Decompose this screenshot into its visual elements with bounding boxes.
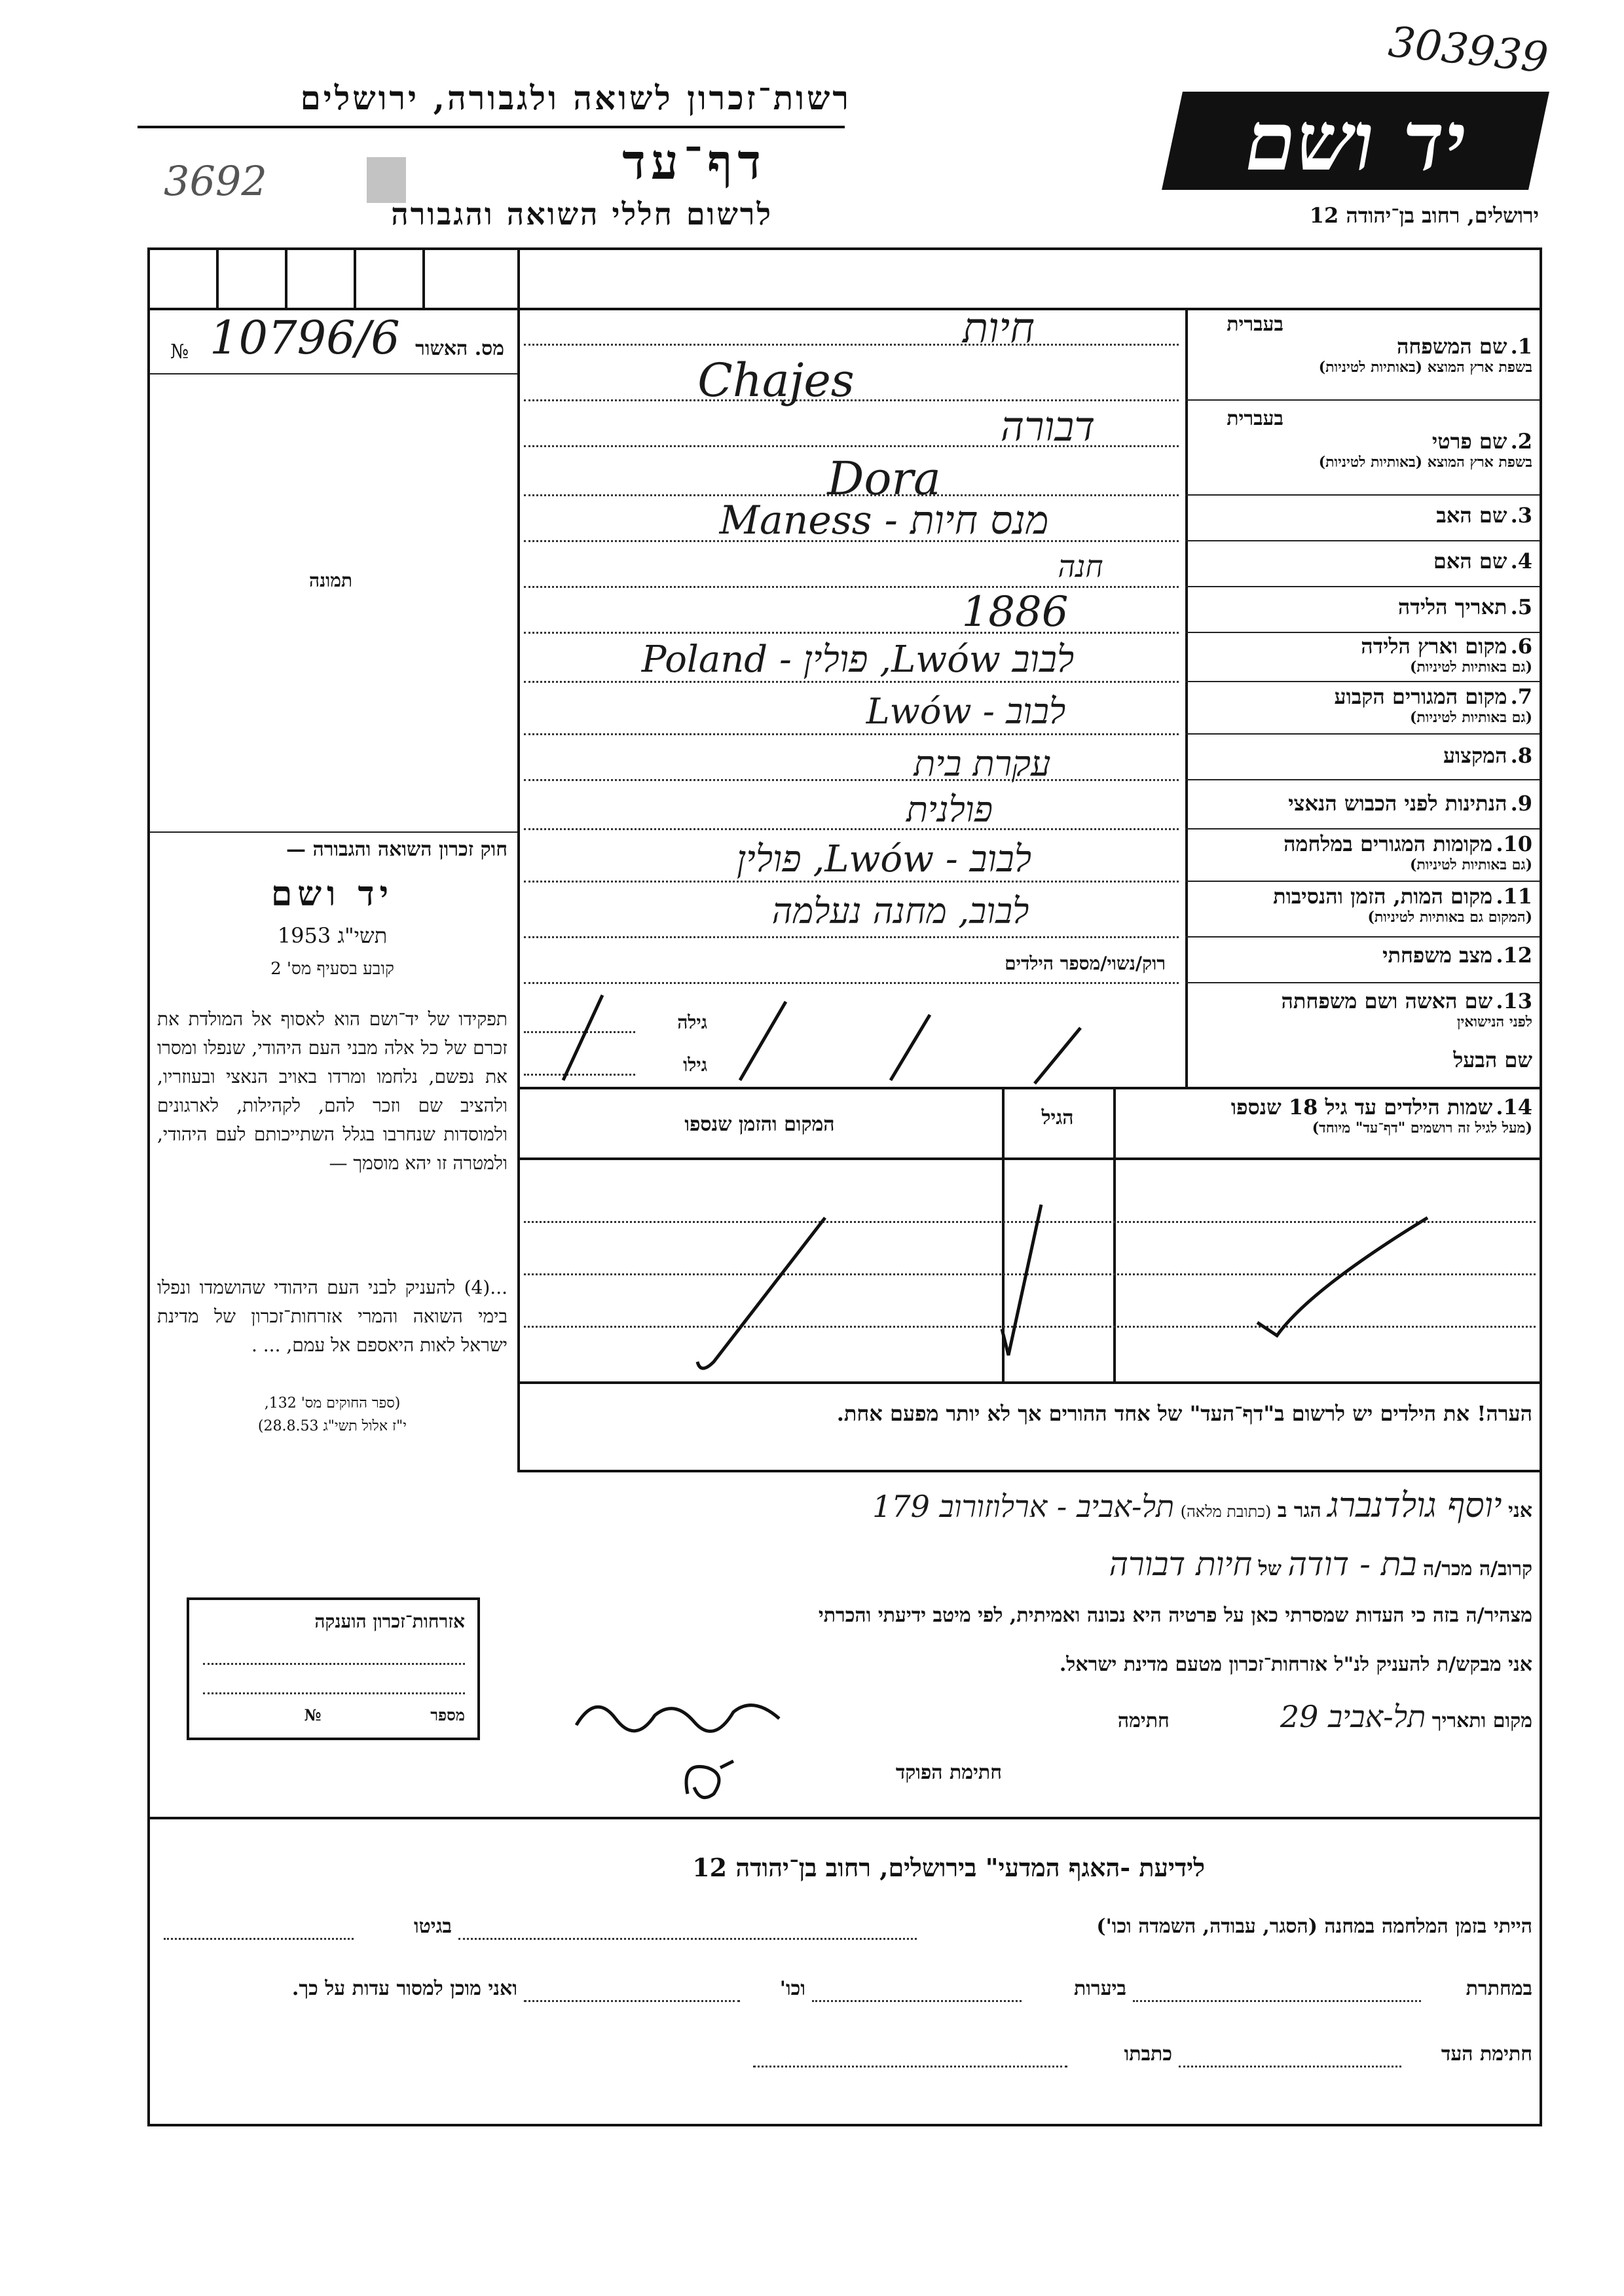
children-bottom — [517, 1381, 1542, 1384]
field-label-11: 11. מקום המות, הזמן והנסיבות (המקום גם באותיות לטיניות) — [1273, 884, 1532, 926]
row-line — [1185, 586, 1540, 587]
footer-line-2d: ואני מוכן למסור עדות על כך. — [291, 1977, 517, 2000]
box-divider — [422, 247, 425, 308]
authority-title: רשות־זכרון לשואה ולגבורה, ירושלים — [300, 79, 851, 117]
row-line — [1185, 399, 1540, 401]
header-underline — [138, 126, 845, 128]
field-label-3: 3. שם האב — [1436, 503, 1532, 528]
footer-line-3b: כתבתו — [1124, 2043, 1172, 2066]
value-line — [524, 881, 1179, 883]
photo-label: תמונה — [308, 570, 353, 591]
children-header-age: הגיל — [1041, 1106, 1074, 1129]
age-husband-label: גילו — [683, 1054, 707, 1076]
registration-underline — [149, 373, 517, 374]
birth-date-value: 1886 — [961, 588, 1069, 636]
field-label-2: 2. שם פרטי בשפת ארץ המוצא (באותיות לטיניות) — [1318, 429, 1532, 471]
law-paragraph-1: תפקידו של יד־ושם הוא לאסוף אל המולדת את זכרם של כל אלה מבני העם היהודי, שנפלו ומסרו את נפשם, נלחמו ומרדו באויב הנאצי ובעוזריו, ולהציב שם וזכר להם, לקהילות, לארגונים ולמוסדות שנחרבו בגלל השתייכותם לעם היהודי, ולמטרה זו יהא מוסמך — — [157, 1008, 507, 1174]
children-header-bottom — [517, 1157, 1542, 1160]
field-label-5: 5. תאריך הלידה — [1397, 594, 1532, 619]
top-handwritten-number: 303939 — [1386, 18, 1551, 83]
firstname-hebrew-value: דבורה — [1000, 403, 1096, 450]
box-divider — [285, 247, 287, 308]
sidebar-divider — [517, 247, 520, 1472]
field-label-6: 6. מקום וארץ הלידה (גם באותיות לטיניות) — [1361, 634, 1532, 676]
law-paragraph-2: ...(4) להעניק לבני העם היהודי שהושמדו ונפלו בימי השואה והמרי אזרחות־זכרון של מדינת ישראל לאות היאספם אל עמם, ... . — [157, 1277, 507, 1356]
address-text: ירושלים, רחוב בן־יהודה 12 — [1309, 203, 1539, 228]
frame-top-2 — [147, 308, 1542, 310]
field-label-10: 10. מקומות המגורים במלחמה (גם באותיות לטיניות) — [1283, 831, 1532, 873]
father-name-value: מנס חיות - Maness — [719, 498, 1049, 543]
row-line — [1185, 632, 1540, 633]
footer-dots — [1133, 2000, 1421, 2002]
footer-dots — [164, 1938, 354, 1940]
registration-label: מס. האשור — [415, 337, 504, 360]
footer-title: לידיעת -האגף המדעי" בירושלים, רחוב בן־יהודה 12 — [692, 1853, 1205, 1882]
citizenship-number-label: מספר № — [304, 1705, 465, 1724]
label-divider — [1185, 308, 1188, 1087]
footer-line-2c: וכו' — [779, 1977, 805, 2000]
field-label-9: 9. הנתינות לפני הכבוש הנאצי — [1288, 791, 1532, 816]
law-title: חוק זכרון השואה והגבורה — — [286, 838, 507, 861]
row-line — [1185, 540, 1540, 541]
family-status-options: רוק/נשוי/מספר הילדים — [1005, 953, 1166, 974]
declaration-request: אני מבקש/ת להעניק לנ"ל אזרחות־זכרון מטעם מדינת ישראל. — [1059, 1653, 1532, 1676]
value-line — [524, 936, 1179, 938]
footer-dots — [812, 2000, 1022, 2002]
citizenship-title: אזרחות־זכרון הוענקה — [314, 1611, 465, 1632]
law-source-1: (ספר החוקים מס' 132, — [264, 1395, 401, 1412]
nationality-value: פולנית — [906, 789, 993, 830]
field-label-4: 4. שם האם — [1433, 549, 1532, 574]
officer-signature — [674, 1748, 747, 1807]
footer-line-2b: ביערות — [1073, 1977, 1126, 2000]
footer-dots — [524, 2000, 740, 2002]
box-divider — [216, 247, 219, 308]
field-label-8: 8. המקצוע — [1443, 743, 1532, 768]
surname-latin-value: Chajes — [697, 354, 855, 407]
row-line — [1185, 982, 1540, 983]
value-line — [524, 733, 1179, 735]
field-label-1: 1. שם המשפחה בשפת ארץ המוצא (באותיות לטיניות) — [1318, 334, 1532, 376]
row-line — [1185, 779, 1540, 780]
footer-line-3a: חתימת העד — [1441, 2043, 1532, 2066]
registration-no-symbol: № — [170, 340, 189, 363]
children-header-name: 14. שמות הילדים עד גיל 18 שנספו (מעל לגיל זה רושמים "דף־עד" מיוחד) — [1230, 1095, 1532, 1137]
footer-line-1a: הייתי בזמן המלחמה במחנה (הסגר, עבודה, השמדה וכו') — [1096, 1915, 1532, 1938]
law-source-2: י"ז אלול תשי"ג 28.8.53) — [257, 1418, 407, 1434]
frame-bottom — [147, 2124, 1542, 2126]
wartime-residence-value: לבוב - Lwów, פולין — [736, 838, 1032, 881]
frame-left — [147, 247, 150, 2126]
declaration-line-sign: מקום ותאריך תל-אביב 29 חתימה — [1117, 1699, 1532, 1734]
field-label-12: 12. מצב משפחתי — [1382, 943, 1532, 968]
age-wife-label: גילה — [677, 1011, 707, 1033]
children-header-place: המקום והזמן שנספו — [684, 1113, 835, 1136]
hebrew-tag-1: בעברית — [1227, 313, 1283, 336]
frame-right — [1540, 247, 1542, 2126]
value-line — [524, 681, 1179, 683]
registration-number: 10796/6 — [210, 311, 400, 365]
footer-line-1b: בגיטו — [413, 1915, 452, 1938]
profession-value: עקרת בית — [913, 743, 1051, 784]
mother-name-value: חנה — [1058, 549, 1103, 584]
death-place-value: לבוב, מחנה נעלמה — [771, 890, 1029, 932]
stamp-number: 3692 — [164, 157, 267, 205]
residence-value: לבוב - Lwów — [866, 691, 1066, 732]
law-clause: קובע בסעיף מס' 2 — [270, 959, 394, 979]
witness-signature — [570, 1686, 792, 1745]
footer-line-2a: במחתרת — [1466, 1977, 1532, 2000]
strike-marks-children — [524, 1165, 1539, 1375]
form-subtitle: לרשום חללי השואה והגבורה — [391, 196, 773, 232]
row-line — [1185, 733, 1540, 735]
citizenship-line — [203, 1663, 465, 1665]
declaration-line-1: אני יוסף גולדנברג הגר ב (כתובת מלאה) תל-אביב - ארלוזורוב 179 — [872, 1486, 1532, 1525]
surname-hebrew-value: חיות — [962, 304, 1035, 353]
row-line — [1185, 936, 1540, 938]
field-label-7: 7. מקום המגורים הקבוע (גם באותיות לטיניות) — [1334, 684, 1532, 726]
logo-text: יד ושם — [1245, 94, 1466, 189]
row-line — [1185, 494, 1540, 496]
husband-label: שם הבעל — [1453, 1048, 1532, 1072]
footer-dots — [753, 2066, 1067, 2068]
note-text: הערה! את הילדים יש לרשום ב"דף־העד" של אחד ההורים אך לא יותר מפעם אחת. — [836, 1401, 1532, 1426]
footer-dots — [1179, 2066, 1401, 2068]
law-logo: יד ושם — [270, 874, 394, 914]
children-top — [517, 1087, 1542, 1089]
strike-marks-spouse — [524, 982, 1179, 1087]
footer-dots — [458, 1938, 917, 1940]
field-label-13: 13. שם האשה ושם משפחתה לפני הנישואין — [1281, 989, 1532, 1030]
form-title: דף־עד — [622, 134, 766, 191]
declaration-line-2: קרוב/ה מכר/ה בת - דודה של חיות דבורה — [1109, 1545, 1532, 1583]
law-year: תשי"ג 1953 — [277, 923, 388, 948]
photo-bottom — [149, 831, 517, 833]
row-line — [1185, 881, 1540, 882]
firstname-latin-value: Dora — [827, 452, 941, 505]
box-divider — [354, 247, 356, 308]
declaration-statement: מצהיר/ה בזה כי העדות שמסרתי כאן על פרטיה היא נכונה ואמיתית, לפי מיטב ידיעתי והכרתי — [818, 1604, 1532, 1627]
hebrew-tag-2: בעברית — [1227, 407, 1283, 430]
row-line — [1185, 828, 1540, 829]
footer-top — [147, 1817, 1542, 1819]
citizenship-line — [203, 1692, 465, 1694]
birth-place-value: לבוב Lwów, פולין - Poland — [641, 638, 1075, 681]
frame-top — [147, 247, 1542, 250]
officer-signature-label: חתימת הפוקד — [895, 1761, 1002, 1784]
row-line — [1185, 681, 1540, 682]
note-bottom — [517, 1470, 1542, 1472]
